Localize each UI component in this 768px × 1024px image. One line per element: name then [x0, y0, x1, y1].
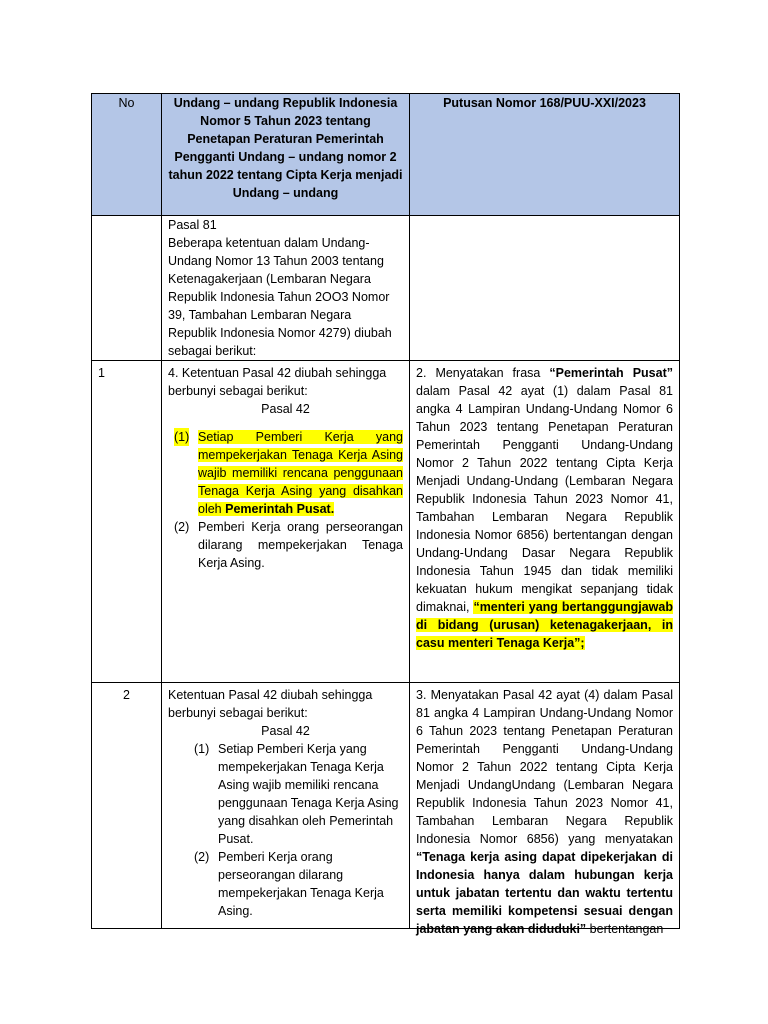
item-number: (2): [194, 850, 210, 864]
table-row: [92, 683, 680, 929]
item-text: Pemberi Kerja orang perseorangan dilarang mempekerjakan Tenaga Kerja Asing.: [218, 850, 384, 918]
list-item: [188, 740, 403, 848]
decision-cell: [410, 216, 680, 361]
law-cell: [162, 683, 410, 929]
amendment-intro: Ketentuan Pasal 42 diubah sehingga berbunyi sebagai berikut:: [168, 688, 373, 720]
decision-text: 2. Menyatakan frasa: [416, 366, 550, 380]
article-heading: Pasal 42: [261, 724, 310, 738]
row-number: 1: [92, 361, 162, 683]
item-text: Setiap Pemberi Kerja yang mempekerjakan Tenaga Kerja Asing wajib memiliki rencana penggunaan Tenaga Kerja Asing yang disahkan oleh Pemerintah Pusat.: [218, 742, 399, 846]
item-text-highlight: Setiap Pemberi Kerja yang mempekerjakan Tenaga Kerja Asing wajib memiliki rencana penggunaan Tenaga Kerja Asing yang disahkan oleh: [198, 430, 403, 516]
decision-quote: “Pemerintah Pusat”: [549, 366, 673, 380]
amendment-intro: 4. Ketentuan Pasal 42 diubah sehingga berbunyi sebagai berikut:: [168, 366, 387, 398]
decision-text-cont: bertentangan: [586, 922, 664, 936]
law-cell: [162, 361, 410, 683]
table-header-row: [92, 94, 680, 216]
item-number: (2): [174, 520, 190, 534]
item-number: (1): [194, 742, 210, 756]
comparison-table: [91, 93, 680, 936]
law-cell: [162, 216, 410, 361]
article-title: Pasal 81: [168, 218, 217, 232]
decision-text-cont: dalam Pasal 42 ayat (1) dalam Pasal 81 angka 4 Lampiran Undang-Undang Nomor 6 Tahun 2023 tentang Penetapan Peraturan Pemerintah Pengganti Undang-Undang Nomor 2 Tahun 2022 tentang Cipta Kerja Menjadi Undang-Undang (Lembaran Negara Republik Indonesia Tahun 2023 Nomor 41, Tambahan Lembaran Negara Republik Indonesia Nomor 6856) bertentangan dengan Undang-Undang Dasar Negara Republik Indonesia Tahun 1945 dan tidak memiliki kekuatan hukum mengikat sepanjang tidak dimaknai,: [416, 384, 673, 614]
decision-cell: [410, 683, 680, 936]
header-no: No: [92, 94, 162, 216]
item-text-bold: Pemerintah Pusat.: [225, 502, 335, 516]
list-item: [168, 428, 403, 518]
list-item: [188, 848, 403, 920]
article-text: Beberapa ketentuan dalam Undang-Undang Nomor 13 Tahun 2003 tentang Ketenagakerjaan (Lembaran Negara Republik Indonesia Tahun 2OO3 Nomor 39, Tambahan Lembaran Negara Republik Indonesia Nomor 4279) diubah sebagai berikut:: [168, 236, 392, 358]
table-row: [92, 216, 680, 361]
list-item: [168, 518, 403, 572]
row-number: 2: [92, 683, 162, 929]
header-decision: Putusan Nomor 168/PUU-XXI/2023: [410, 94, 680, 216]
decision-text: 3. Menyatakan Pasal 42 ayat (4) dalam Pasal 81 angka 4 Lampiran Undang-Undang Nomor 6 Tahun 2023 tentang Penetapan Peraturan Pemerintah Pengganti Undang-Undang Nomor 2 Tahun 2022 tentang Cipta Kerja Menjadi UndangUndang (Lembaran Negara Republik Indonesia Tahun 2023 Nomor 41, Tambahan Lembaran Negara Republik Indonesia Nomor 6856) yang menyatakan: [416, 688, 673, 846]
decision-quote: “Tenaga kerja asing dapat dipekerjakan di Indonesia hanya dalam hubungan kerja untuk jabatan tertentu dan waktu tertentu serta memiliki kompetensi sesuai dengan jabatan yang akan diduduki”: [416, 850, 673, 936]
article-items: [168, 740, 403, 920]
decision-meaning-highlight: “menteri yang bertanggungjawab di bidang (urusan) ketenagakerjaan, in casu menteri Tenaga Kerja”;: [416, 600, 673, 650]
row-number: [92, 216, 162, 361]
decision-cell: [410, 361, 680, 683]
article-heading: Pasal 42: [261, 402, 310, 416]
item-text: Pemberi Kerja orang perseorangan dilarang mempekerjakan Tenaga Kerja Asing.: [198, 520, 403, 570]
item-number: (1): [174, 430, 190, 444]
table-row: [92, 361, 680, 683]
article-items: [168, 428, 403, 572]
header-law: Undang – undang Republik Indonesia Nomor 5 Tahun 2023 tentang Penetapan Peraturan Pemerintah Pengganti Undang – undang nomor 2 tahun 2022 tentang Cipta Kerja menjadi Undang – undang: [162, 94, 410, 216]
